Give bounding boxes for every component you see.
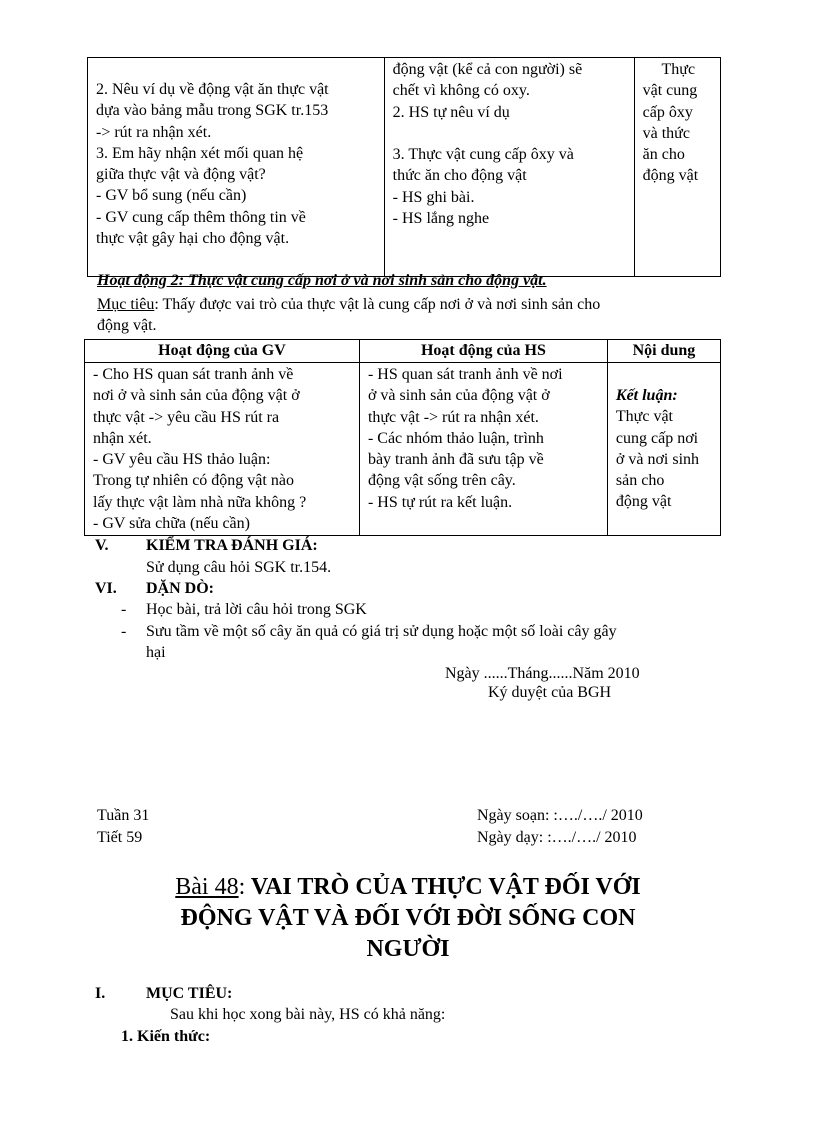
bullet-item: Học bài, trả lời câu hỏi trong SGK (146, 601, 367, 618)
activity2-objective: Mục tiêu: Thấy được vai trò của thực vật là cung cấp nơi ở và nơi sinh sản cho (97, 296, 601, 313)
lesson-number: Bài 48 (175, 874, 239, 900)
activity2-heading: Hoạt động 2: Thực vật cung cấp nơi ở và nơi sinh sản cho động vật. (97, 272, 547, 289)
signature-date: Ngày ......Tháng......Năm 2010 (445, 665, 640, 682)
section1-intro: Sau khi học xong bài này, HS có khả năng: (170, 1006, 446, 1023)
section1-title: MỤC TIÊU: (146, 985, 233, 1002)
lesson-title-line3: NGƯỜI (366, 936, 450, 962)
student-activity-cell: động vật (kể cả con người) sẽ chết vì không có oxy. 2. HS tự nêu ví dụ 3. Thực vật cung cấp ôxy và thức ăn cho động vật - HS ghi bài. - HS lắng nghe (384, 58, 634, 277)
header-teacher: Hoạt động của GV (85, 340, 360, 363)
activity2-objective-cont: động vật. (97, 317, 157, 334)
activity2-table (84, 339, 721, 536)
week-label: Tuần 31 (97, 807, 150, 824)
section1-number: I. (95, 985, 106, 1002)
table-header-row (85, 340, 721, 363)
bullet-item: Sưu tầm về một số cây ăn quả có giá trị sử dụng hoặc một số loài cây gây (146, 623, 617, 640)
section5-text: Sử dụng câu hỏi SGK tr.154. (146, 559, 332, 576)
header-student: Hoạt động của HS (359, 340, 607, 363)
header-content: Nội dung (607, 340, 720, 363)
section1-sub: 1. Kiến thức: (121, 1028, 211, 1045)
bullet-item-cont: hại (146, 644, 166, 661)
activity1-table (87, 57, 721, 277)
section6-title: DẶN DÒ: (146, 580, 214, 597)
section6-number: VI. (95, 580, 117, 597)
teach-date: Ngày dạy: :…./…./ 2010 (477, 829, 637, 846)
section5-title: KIỂM TRA ĐÁNH GIÁ: (146, 537, 318, 554)
lesson-title: VAI TRÒ CỦA THỰC VẬT ĐỐI VỚI (250, 874, 641, 900)
content-cell: Kết luận: Thực vật cung cấp nơi ở và nơi sinh sản cho động vật (607, 363, 720, 536)
prep-date: Ngày soạn: :…./…./ 2010 (477, 807, 643, 824)
teacher-activity-cell: - Cho HS quan sát tranh ảnh về nơi ở và sinh sản của động vật ở thực vật -> yêu cầu HS rút ra nhận xét. - GV yêu cầu HS thảo luận: Trong tự nhiên có động vật nào lấy thực vật làm nhà nữa không ? - GV sửa chữa (nếu cần) (85, 363, 360, 536)
table-row (88, 58, 721, 277)
period-label: Tiết 59 (97, 829, 143, 846)
bullet-dash: - (121, 623, 127, 640)
teacher-activity-cell: 2. Nêu ví dụ về động vật ăn thực vật dựa vào bảng mẫu trong SGK tr.153 -> rút ra nhận xét. 3. Em hãy nhận xét mối quan hệ giữa thực vật và động vật? - GV bổ sung (nếu cần) - GV cung cấp thêm thông tin về thực vật gây hại cho động vật. (88, 58, 385, 277)
section5-number: V. (95, 537, 109, 554)
lesson-title-line1: Bài 48: VAI TRÒ CỦA THỰC VẬT ĐỐI VỚI (175, 874, 641, 900)
lesson-title-line2: ĐỘNG VẬT VÀ ĐỐI VỚI ĐỜI SỐNG CON (180, 905, 636, 931)
bullet-dash: - (121, 601, 127, 618)
signature-approval: Ký duyệt của BGH (488, 684, 612, 701)
content-cell: Thực vật cung cấp ôxy và thức ăn cho động vật (634, 58, 720, 277)
student-activity-cell: - HS quan sát tranh ảnh về nơi ở và sinh sản của động vật ở thực vật -> rút ra nhận xét. - Các nhóm thảo luận, trình bày tranh ảnh đã sưu tập về động vật sống trên cây. - HS tự rút ra kết luận. (359, 363, 607, 536)
table-row (85, 363, 721, 536)
